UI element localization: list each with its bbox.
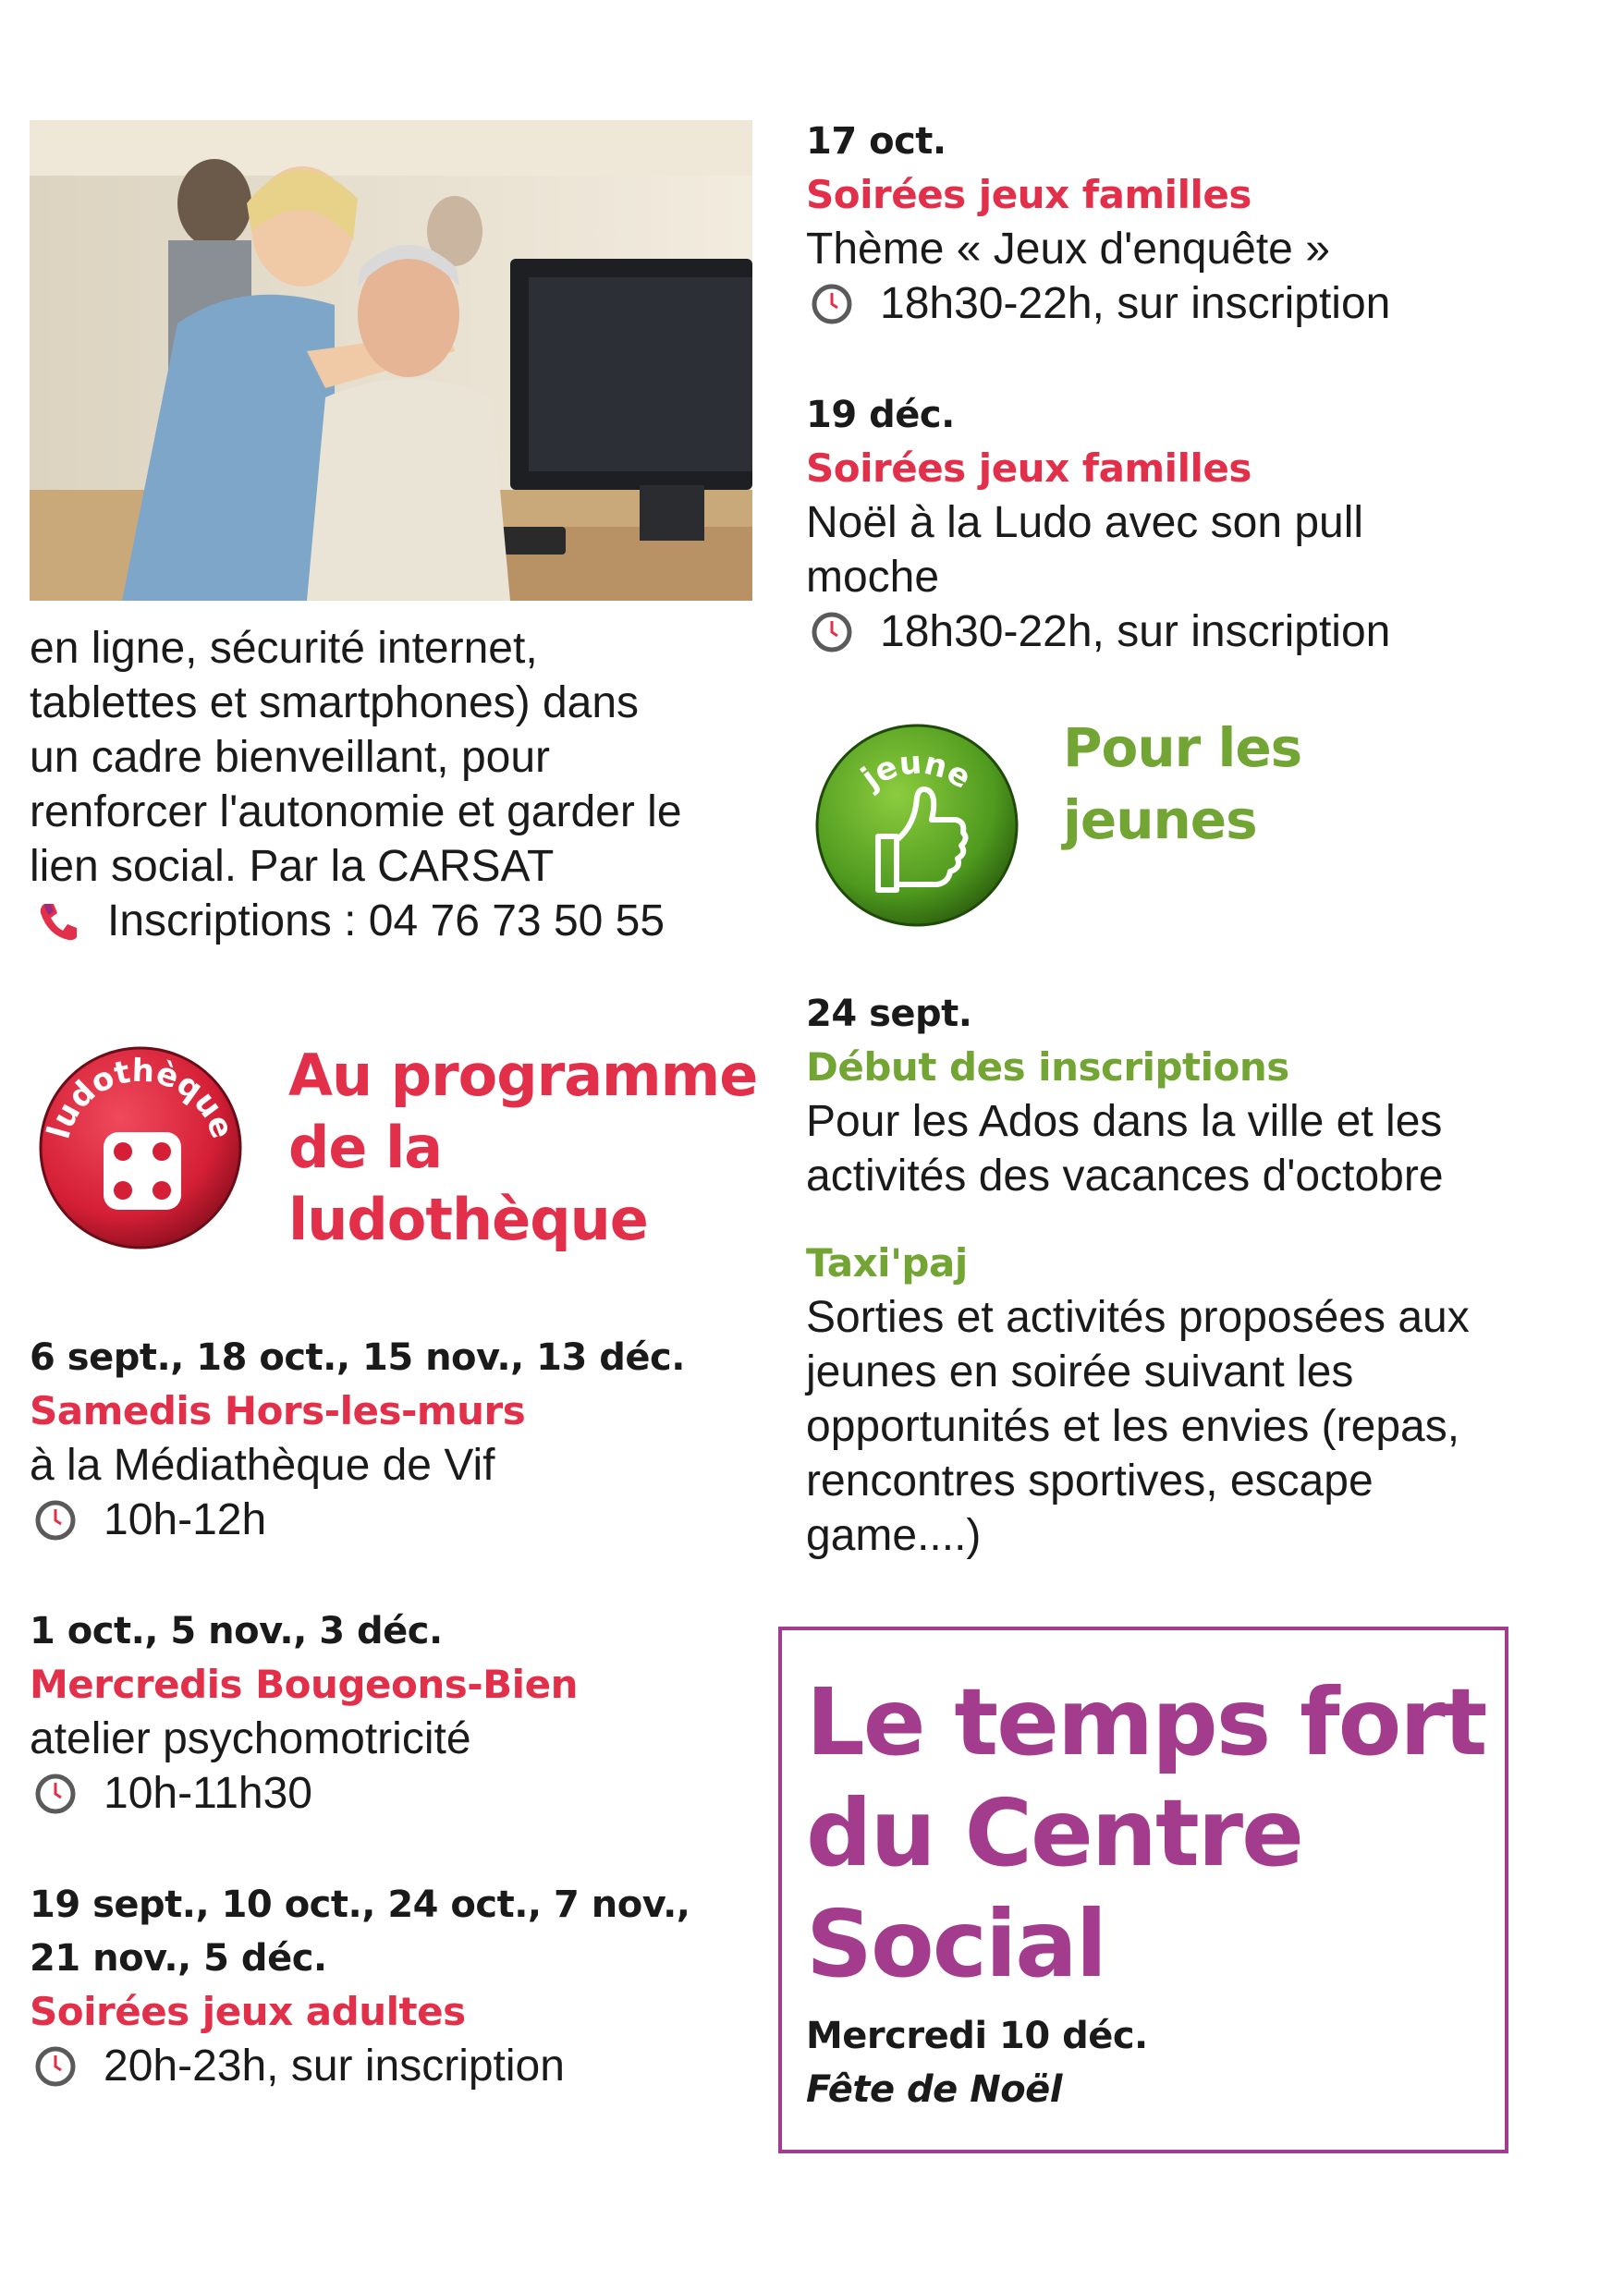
event-time-row (806, 276, 1601, 331)
event-date: 6 sept., 18 oct., 15 nov., 13 déc. (30, 1336, 685, 1379)
event-time: 10h-12h (104, 1495, 267, 1544)
badge-text: ludothèque (40, 1052, 241, 1143)
heading-line: ludothèque (288, 1186, 648, 1253)
event-time-row (806, 604, 1601, 659)
event-date: 1 oct., 5 nov., 3 déc. (30, 1610, 443, 1652)
heading-line: de la (288, 1114, 443, 1181)
temps-fort-box (778, 1627, 1508, 2153)
ludotheque-badge (30, 1035, 251, 1257)
event-title: Début des inscriptions (806, 1044, 1289, 1090)
heading-line: jeunes (1063, 788, 1257, 851)
ludotheque-heading (288, 1040, 769, 1256)
intro-text (30, 621, 769, 948)
event-date: 19 déc. (806, 394, 955, 436)
event-date: 17 oct. (806, 120, 946, 163)
event-title: Soirées jeux familles (806, 445, 1252, 491)
event-time-row (30, 2039, 769, 2093)
clock-icon (35, 1774, 76, 1814)
heading-line: Pour les (1063, 716, 1302, 779)
intro-line: tablettes et smartphones) dans (30, 678, 640, 727)
temps-fort-content (806, 1667, 1490, 2116)
event-desc: moche (806, 553, 940, 602)
thumbs-up-icon (806, 716, 1028, 938)
intro-line: renforcer l'autonomie et garder le (30, 787, 682, 836)
event-desc: à la Médiathèque de Vif (30, 1441, 495, 1490)
intro-line: un cadre bienveillant, pour (30, 733, 551, 782)
intro-line: lien social. Par la CARSAT (30, 842, 555, 891)
event-title: Samedis Hors-les-murs (30, 1388, 526, 1433)
event-date: 21 nov., 5 déc. (30, 1937, 327, 1980)
photo-illustration (30, 120, 752, 601)
event-time: 18h30-22h, sur inscription (880, 279, 1391, 328)
ludo-event-2 (30, 1604, 769, 1821)
event-title: Soirées jeux adultes (30, 1989, 466, 2034)
taxipaj-desc: game....) (806, 1511, 982, 1560)
ludo-event-3 (30, 1878, 769, 2093)
jeunes-event (806, 987, 1601, 1203)
event-time: 20h-23h, sur inscription (104, 2042, 565, 2091)
ludo-event-1 (30, 1331, 769, 1547)
clock-icon (35, 2046, 76, 2087)
phone-icon (35, 898, 81, 945)
event-date: 24 sept. (806, 993, 972, 1035)
right-event-1 (806, 115, 1601, 331)
right-event-2 (806, 388, 1601, 659)
intro-line: en ligne, sécurité internet, (30, 624, 538, 673)
event-time: 10h-11h30 (104, 1769, 312, 1818)
jeunes-heading (1063, 712, 1581, 856)
event-desc: Thème « Jeux d'enquête » (806, 225, 1330, 274)
event-desc: Pour les Ados dans la ville et les (806, 1097, 1443, 1146)
event-title: Mercredis Bougeons-Bien (30, 1662, 578, 1707)
event-desc: activités des vacances d'octobre (806, 1152, 1444, 1201)
temps-fort-title-line: Social (806, 1890, 1106, 1998)
temps-fort-event: Fête de Noël (806, 2068, 1063, 2111)
temps-fort-title-line: Le temps fort (806, 1668, 1486, 1776)
taxipaj-desc: Sorties et activités proposées aux (806, 1293, 1470, 1342)
taxipaj-desc: jeunes en soirée suivant les (806, 1347, 1354, 1396)
phone-row (30, 894, 769, 948)
clock-icon (812, 284, 852, 324)
temps-fort-title-line: du Centre (806, 1779, 1302, 1887)
event-time-row (30, 1493, 769, 1547)
event-title: Soirées jeux familles (806, 172, 1252, 217)
ludotheque-dice-icon (30, 1035, 251, 1257)
taxipaj-desc: opportunités et les envies (repas, (806, 1402, 1460, 1451)
photo-computer-class (30, 120, 752, 601)
event-desc: Noël à la Ludo avec son pull (806, 498, 1364, 547)
event-desc: atelier psychomotricité (30, 1714, 471, 1763)
taxipaj (806, 1237, 1601, 1563)
jeune-badge (806, 716, 1028, 938)
badge-text: jeune (854, 744, 978, 798)
temps-fort-date: Mercredi 10 déc. (806, 2015, 1148, 2057)
clock-icon (812, 612, 852, 652)
taxipaj-title: Taxi'paj (806, 1240, 968, 1286)
event-date: 19 sept., 10 oct., 24 oct., 7 nov., (30, 1884, 690, 1926)
taxipaj-desc: rencontres sportives, escape (806, 1457, 1374, 1506)
phone-text: Inscriptions : 04 76 73 50 55 (107, 896, 665, 945)
heading-line: Au programme (288, 1042, 758, 1109)
event-time: 18h30-22h, sur inscription (880, 607, 1391, 656)
event-time-row (30, 1766, 769, 1821)
clock-icon (35, 1500, 76, 1541)
